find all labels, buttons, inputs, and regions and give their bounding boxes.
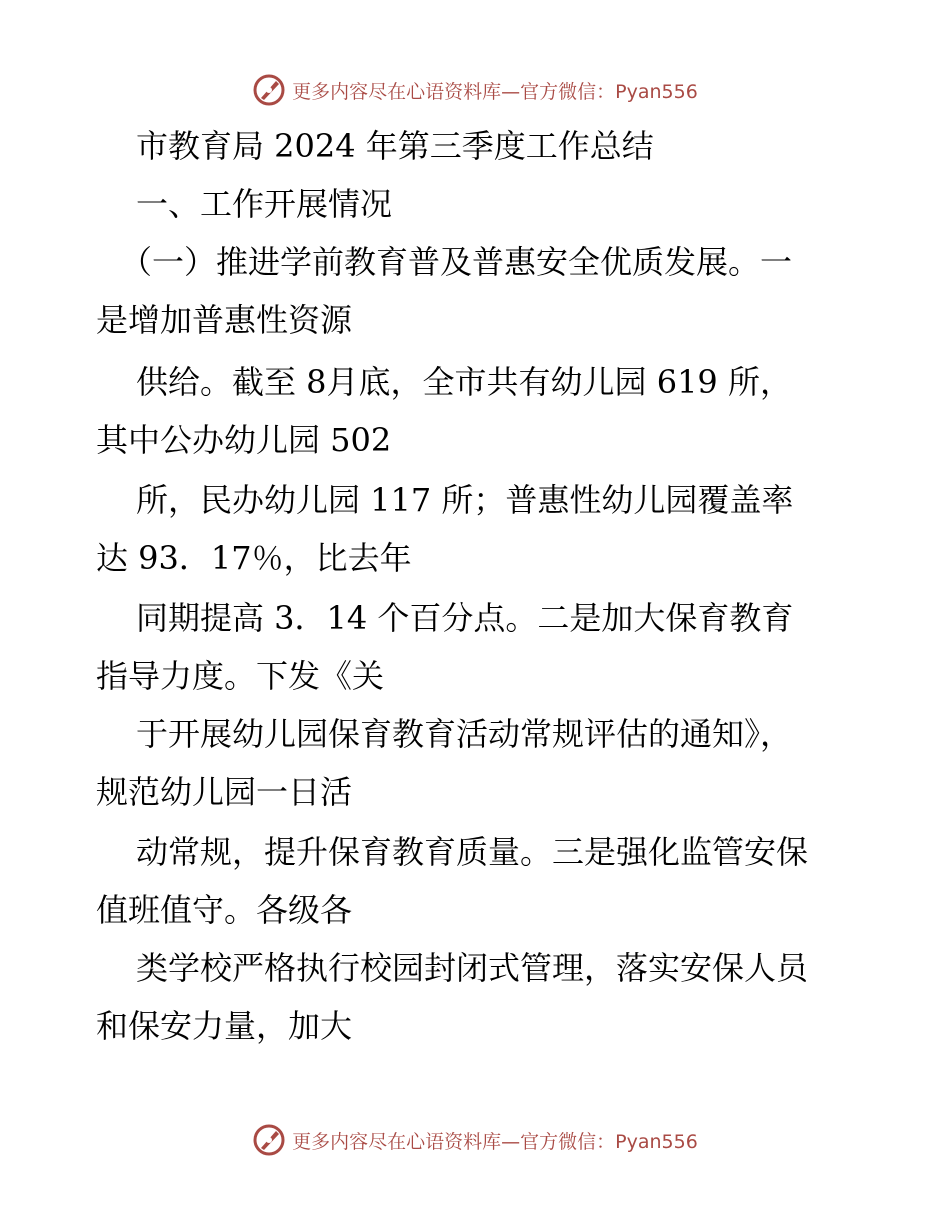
paragraph-line: 和保安力量，加大 [96, 1007, 353, 1045]
paragraph-line: 于开展幼儿园保育教育活动常规评估的通知》， [136, 715, 793, 753]
paragraph-line: （一）推进学前教育普及普惠安全优质发展。一 [120, 243, 793, 281]
quill-pen-logo-icon [252, 1123, 286, 1157]
footer-watermark [0, 1120, 950, 1160]
paragraph-line: 供给。截至 8月底，全市共有幼儿园 619 所， [136, 363, 792, 401]
watermark-text: 更多内容尽在心语资料库—官方微信：Pyan556 [292, 80, 698, 103]
quill-pen-logo-icon [252, 73, 286, 107]
header-watermark [0, 70, 950, 110]
paragraph-line: 类学校严格执行校园封闭式管理，落实安保人员 [136, 949, 809, 987]
paragraph-line: 值班值守。各级各 [96, 891, 353, 929]
watermark-text: 更多内容尽在心语资料库—官方微信：Pyan556 [292, 1130, 698, 1153]
paragraph-line: 指导力度。下发《关 [96, 657, 385, 695]
paragraph-line: 同期提高 3．14 个百分点。二是加大保育教育 [136, 599, 794, 637]
paragraph-line: 动常规，提升保育教育质量。三是强化监管安保 [136, 833, 809, 871]
paragraph-line: 达 93．17％，比去年 [96, 539, 412, 577]
paragraph-line: 其中公办幼儿园 502 [96, 421, 392, 459]
document-title: 市教育局 2024 年第三季度工作总结 [136, 127, 654, 165]
paragraph-line: 规范幼儿园一日活 [96, 773, 353, 811]
paragraph-line: 是增加普惠性资源 [96, 301, 353, 339]
paragraph-line: 所，民办幼儿园 117 所；普惠性幼儿园覆盖率 [136, 481, 794, 519]
section-heading: 一、工作开展情况 [136, 185, 393, 223]
